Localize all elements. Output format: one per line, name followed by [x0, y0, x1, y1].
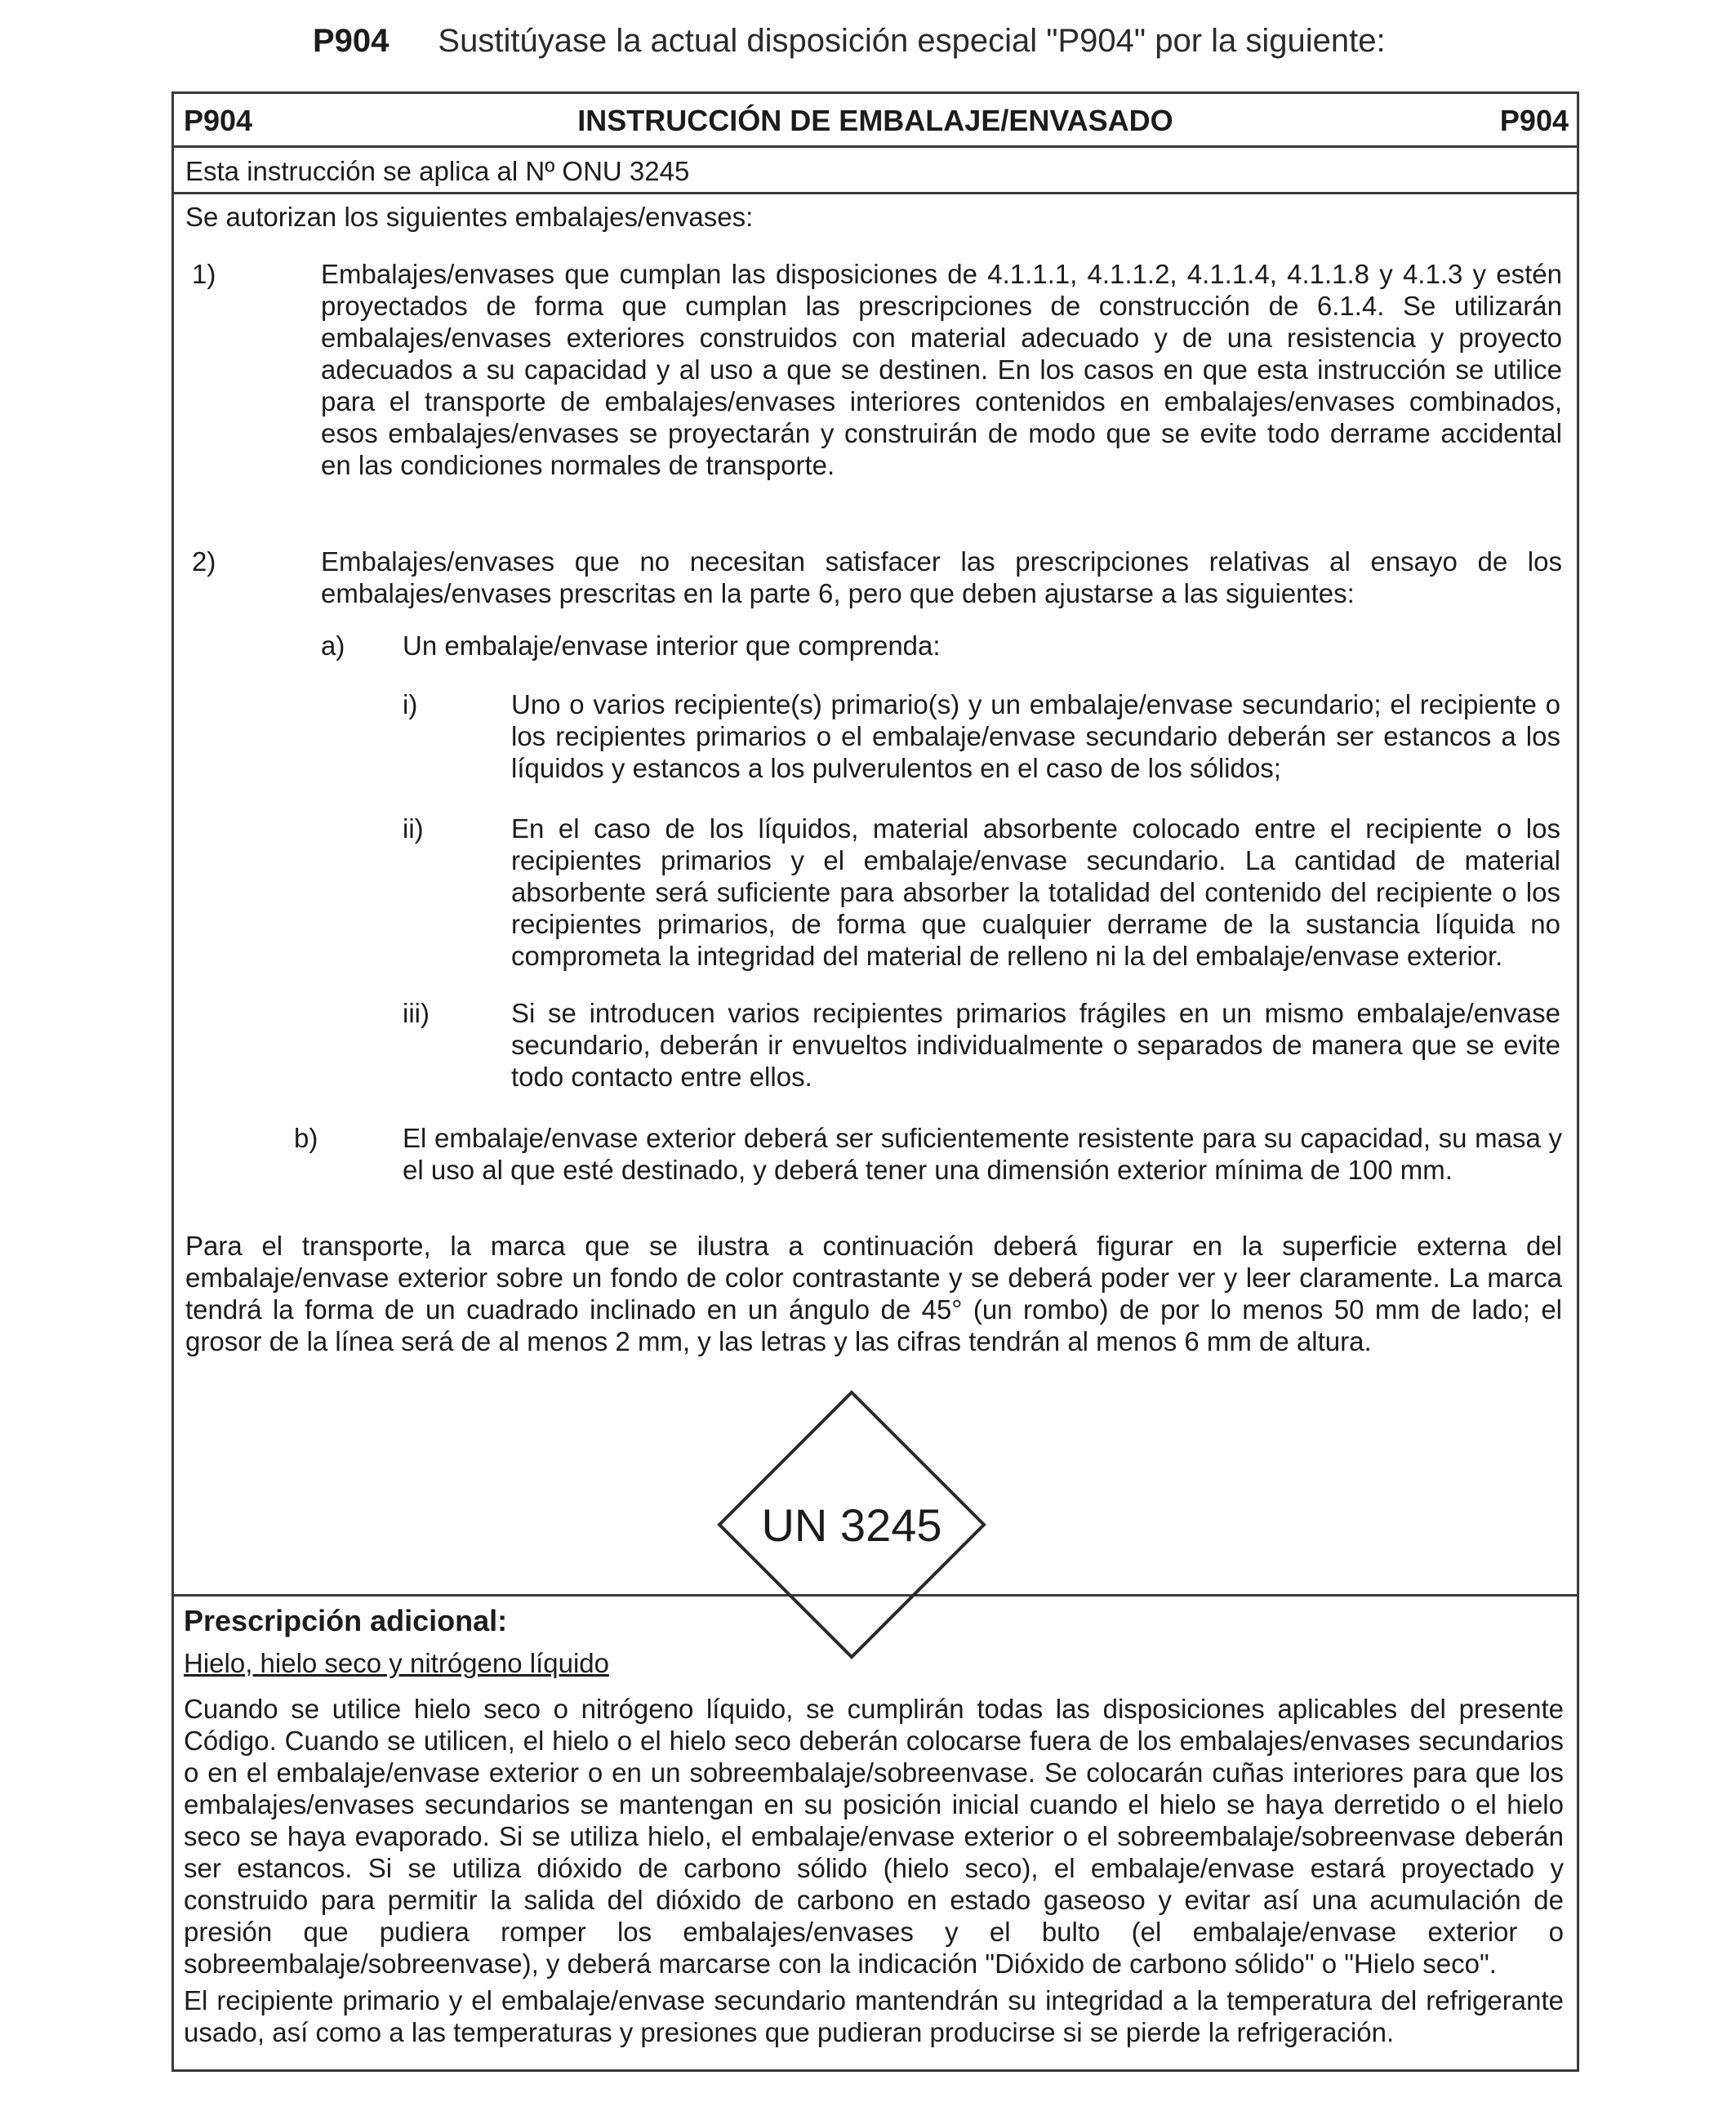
table-title: INSTRUCCIÓN DE EMBALAJE/ENVASADO	[577, 104, 1173, 137]
code-left: P904	[184, 104, 253, 137]
code-right: P904	[1499, 104, 1569, 137]
additional-paragraph-2: El recipiente primario y el embalaje/envase secundario mantendrán su integridad a la temperatura del refrigerante usado, así como a las temperaturas y presiones que pudieran producirse si se pierde la refrigeración.	[184, 1985, 1564, 2047]
item-2a-iii-number: iii)	[403, 998, 430, 1028]
item-2a-text: Un embalaje/envase interior que comprenda:	[403, 630, 941, 661]
additional-subtitle: Hielo, hielo seco y nitrógeno líquido	[184, 1648, 609, 1678]
item-2b-text: El embalaje/envase exterior deberá ser suficientemente resistente para su capacidad, su masa y el uso al que esté destinado, y deberá tener una dimensión exterior mínima de 100 mm.	[403, 1123, 1562, 1185]
item-2a-number: a)	[321, 630, 345, 661]
item-2-text: Embalajes/envases que no necesitan satisfacer las prescripciones relativas al ensayo de los embalajes/envases prescritas en la parte 6, pero que deben ajustarse a las siguientes:	[321, 546, 1562, 608]
item-2a-ii-text: En el caso de los líquidos, material absorbente colocado entre el recipiente o los recipientes primarios y el embalaje/envase secundario. La cantidad de material absorbente será suficiente para absorber la totalidad del contenido del recipiente o los recipientes primarios, de forma que cualquier derrame de la sustancia líquida no comprometa la integridad del material de relleno ni la del embalaje/envase exterior.	[511, 813, 1560, 971]
item-1-number: 1)	[192, 259, 216, 289]
additional-title: Prescripción adicional:	[184, 1604, 508, 1637]
applies-text: Esta instrucción se aplica al Nº ONU 3245	[185, 156, 690, 186]
item-2a-iii-text: Si se introducen varios recipientes primarios frágiles en un mismo embalaje/envase secundario, deberán ir envueltos individualmente o separados de manera que se evite todo contacto entre ellos.	[511, 998, 1560, 1092]
amendment-heading	[313, 18, 1386, 64]
item-2a-i-text: Uno o varios recipiente(s) primario(s) y un embalaje/envase secundario; el recipiente o los recipientes primarios o el embalaje/envase secundario deberán ser estancos a los líquidos y estancos a los pulverulentos en el caso de los sólidos;	[511, 689, 1560, 783]
authorized-text: Se autorizan los siguientes embalajes/envases:	[185, 202, 754, 232]
item-2a-i-number: i)	[403, 689, 418, 719]
applies-row	[174, 148, 1577, 194]
transport-paragraph: Para el transporte, la marca que se ilustra a continuación deberá figurar en la superficie externa del embalaje/envase exterior sobre un fondo de color contrastante y se deberá poder ver y leer claramente. La marca tendrá la forma de un cuadrado inclinado en un ángulo de 45° (un rombo) de por lo menos 50 mm de lado; el grosor de la línea será de al menos 2 mm, y las letras y las cifras tendrán al menos 6 mm de altura.	[185, 1231, 1562, 1356]
un-mark-label: UN 3245	[761, 1499, 942, 1551]
item-2a-ii-number: ii)	[403, 813, 424, 844]
table-title-row	[174, 94, 1577, 148]
additional-prescription-row	[174, 1597, 1577, 2062]
item-1-text: Embalajes/envases que cumplan las disposiciones de 4.1.1.1, 4.1.1.2, 4.1.1.4, 4.1.1.8 y 4.1.3 y estén proyectados de forma que cumplan las prescripciones de construcción de 6.1.4. Se utilizarán embalajes/envases exteriores construidos con material adecuado y de una resistencia y proyecto adecuados a su capacidad y al uso a que se destinen. En los casos en que esta instrucción se utilice para el transporte de embalajes/envases interiores contenidos en embalajes/envases combinados, esos embalajes/envases se proyectarán y construirán de modo que se evite todo derrame accidental en las condiciones normales de transporte.	[321, 259, 1562, 480]
item-2-number: 2)	[192, 546, 216, 577]
heading-code: P904	[313, 23, 389, 59]
item-2b-number: b)	[294, 1123, 318, 1153]
additional-paragraph-1: Cuando se utilice hielo seco o nitrógeno líquido, se cumplirán todas las disposiciones aplicables del presente Código. Cuando se utilicen, el hielo o el hielo seco deberán colocarse fuera de los embalajes/envases secundarios o en el embalaje/envase exterior o en un sobreembalaje/sobreenvase. Se colocarán cuñas interiores para que los embalajes/envases secundarios se mantengan en su posición inicial cuando el hielo se haya derretido o el hielo seco se haya evaporado. Si se utiliza hielo, el embalaje/envase exterior o el sobreembalaje/sobreenvase deberán ser estancos. Si se utiliza dióxido de carbono sólido (hielo seco), el embalaje/envase estará proyectado y construido para permitir la salida del dióxido de carbono en estado gaseoso y evitar así una acumulación de presión que pudiera romper los embalajes/envases y el bulto (el embalaje/envase exterior o sobreembalaje/sobreenvase), y deberá marcarse con la indicación "Dióxido de carbono sólido" o "Hielo seco".	[184, 1694, 1564, 1979]
packing-instruction-table	[171, 91, 1579, 2072]
heading-text: Sustitúyase la actual disposición especial "P904" por la siguiente:	[438, 23, 1386, 59]
main-content-row	[174, 194, 1577, 1597]
